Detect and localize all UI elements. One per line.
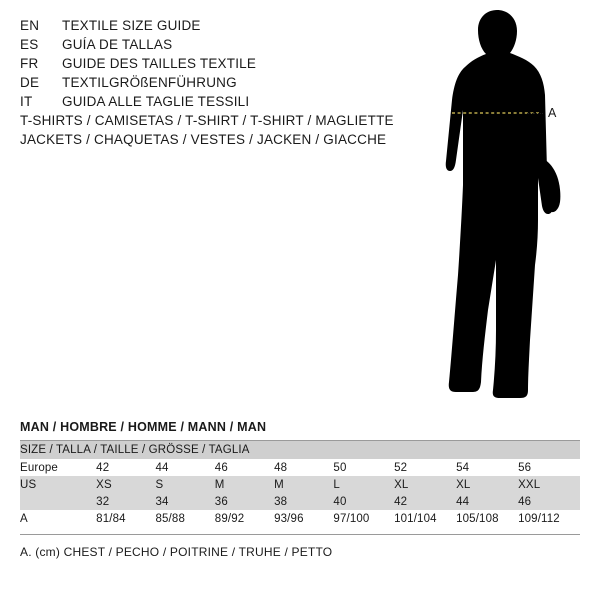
cell-numeric-7: 46 xyxy=(518,493,580,510)
cell-europe-2: 46 xyxy=(215,459,274,476)
cell-numeric-3: 38 xyxy=(274,493,333,510)
cell-europe-6: 54 xyxy=(456,459,518,476)
table-title: MAN / HOMBRE / HOMME / MANN / MAN xyxy=(20,420,267,434)
language-code-es: ES xyxy=(20,37,39,52)
cell-a-0: 81/84 xyxy=(96,510,155,527)
cell-numeric-6: 44 xyxy=(456,493,518,510)
cell-us-7: XXL xyxy=(518,476,580,493)
cell-us-5: XL xyxy=(394,476,456,493)
language-row-fr xyxy=(20,54,400,73)
row-label-europe: Europe xyxy=(20,459,96,476)
cell-europe-0: 42 xyxy=(96,459,155,476)
cell-numeric-1: 34 xyxy=(155,493,214,510)
cell-us-2: M xyxy=(215,476,274,493)
table-header-label: SIZE / TALLA / TAILLE / GRÖSSE / TAGLIA xyxy=(20,441,580,459)
cell-europe-4: 50 xyxy=(333,459,394,476)
cell-a-1: 85/88 xyxy=(155,510,214,527)
footnote-chest: A. (cm) CHEST / PECHO / POITRINE / TRUHE / PETTO xyxy=(20,545,333,559)
language-text-de: TEXTILGRÖßENFÜHRUNG xyxy=(62,75,237,90)
language-code-de: DE xyxy=(20,75,40,90)
silhouette-icon xyxy=(408,10,598,410)
row-label-a: A xyxy=(20,510,96,527)
language-code-fr: FR xyxy=(20,56,39,71)
table-row xyxy=(20,510,580,527)
row-label-us: US xyxy=(20,476,96,493)
language-row-es xyxy=(20,35,400,54)
cell-europe-1: 44 xyxy=(155,459,214,476)
language-code-it: IT xyxy=(20,94,33,109)
language-text-en: TEXTILE SIZE GUIDE xyxy=(62,18,201,33)
language-code-en: EN xyxy=(20,18,40,33)
cell-numeric-4: 40 xyxy=(333,493,394,510)
cell-a-5: 101/104 xyxy=(394,510,456,527)
language-row-en xyxy=(20,16,400,35)
cell-numeric-2: 36 xyxy=(215,493,274,510)
cell-a-7: 109/112 xyxy=(518,510,580,527)
category-line-jackets: JACKETS / CHAQUETAS / VESTES / JACKEN / GIACCHE xyxy=(20,132,387,147)
table-header-row xyxy=(20,441,580,459)
table-row xyxy=(20,459,580,476)
cell-us-0: XS xyxy=(96,476,155,493)
language-text-es: GUÍA DE TALLAS xyxy=(62,37,173,52)
cell-us-1: S xyxy=(155,476,214,493)
cell-europe-3: 48 xyxy=(274,459,333,476)
row-label-numeric xyxy=(20,493,96,510)
cell-a-6: 105/108 xyxy=(456,510,518,527)
cell-a-2: 89/92 xyxy=(215,510,274,527)
measure-leader-dash xyxy=(527,113,543,114)
category-line-tshirts: T-SHIRTS / CAMISETAS / T-SHIRT / T-SHIRT / MAGLIETTE xyxy=(20,113,394,128)
table-row xyxy=(20,493,580,510)
cell-numeric-0: 32 xyxy=(96,493,155,510)
language-text-fr: GUIDE DES TAILLES TEXTILE xyxy=(62,56,257,71)
language-text-it: GUIDA ALLE TAGLIE TESSILI xyxy=(62,94,250,109)
cell-a-4: 97/100 xyxy=(333,510,394,527)
language-header-block xyxy=(20,16,400,111)
table-bottom-rule xyxy=(20,534,580,535)
category-block xyxy=(20,111,420,149)
measure-label-a: A xyxy=(548,106,557,120)
cell-a-3: 93/96 xyxy=(274,510,333,527)
cell-us-3: M xyxy=(274,476,333,493)
cell-europe-7: 56 xyxy=(518,459,580,476)
cell-numeric-5: 42 xyxy=(394,493,456,510)
language-row-it xyxy=(20,92,400,111)
cell-us-6: XL xyxy=(456,476,518,493)
language-row-de xyxy=(20,73,400,92)
cell-europe-5: 52 xyxy=(394,459,456,476)
male-silhouette-figure xyxy=(408,10,598,410)
size-table xyxy=(20,441,580,527)
cell-us-4: L xyxy=(333,476,394,493)
table-row xyxy=(20,476,580,493)
